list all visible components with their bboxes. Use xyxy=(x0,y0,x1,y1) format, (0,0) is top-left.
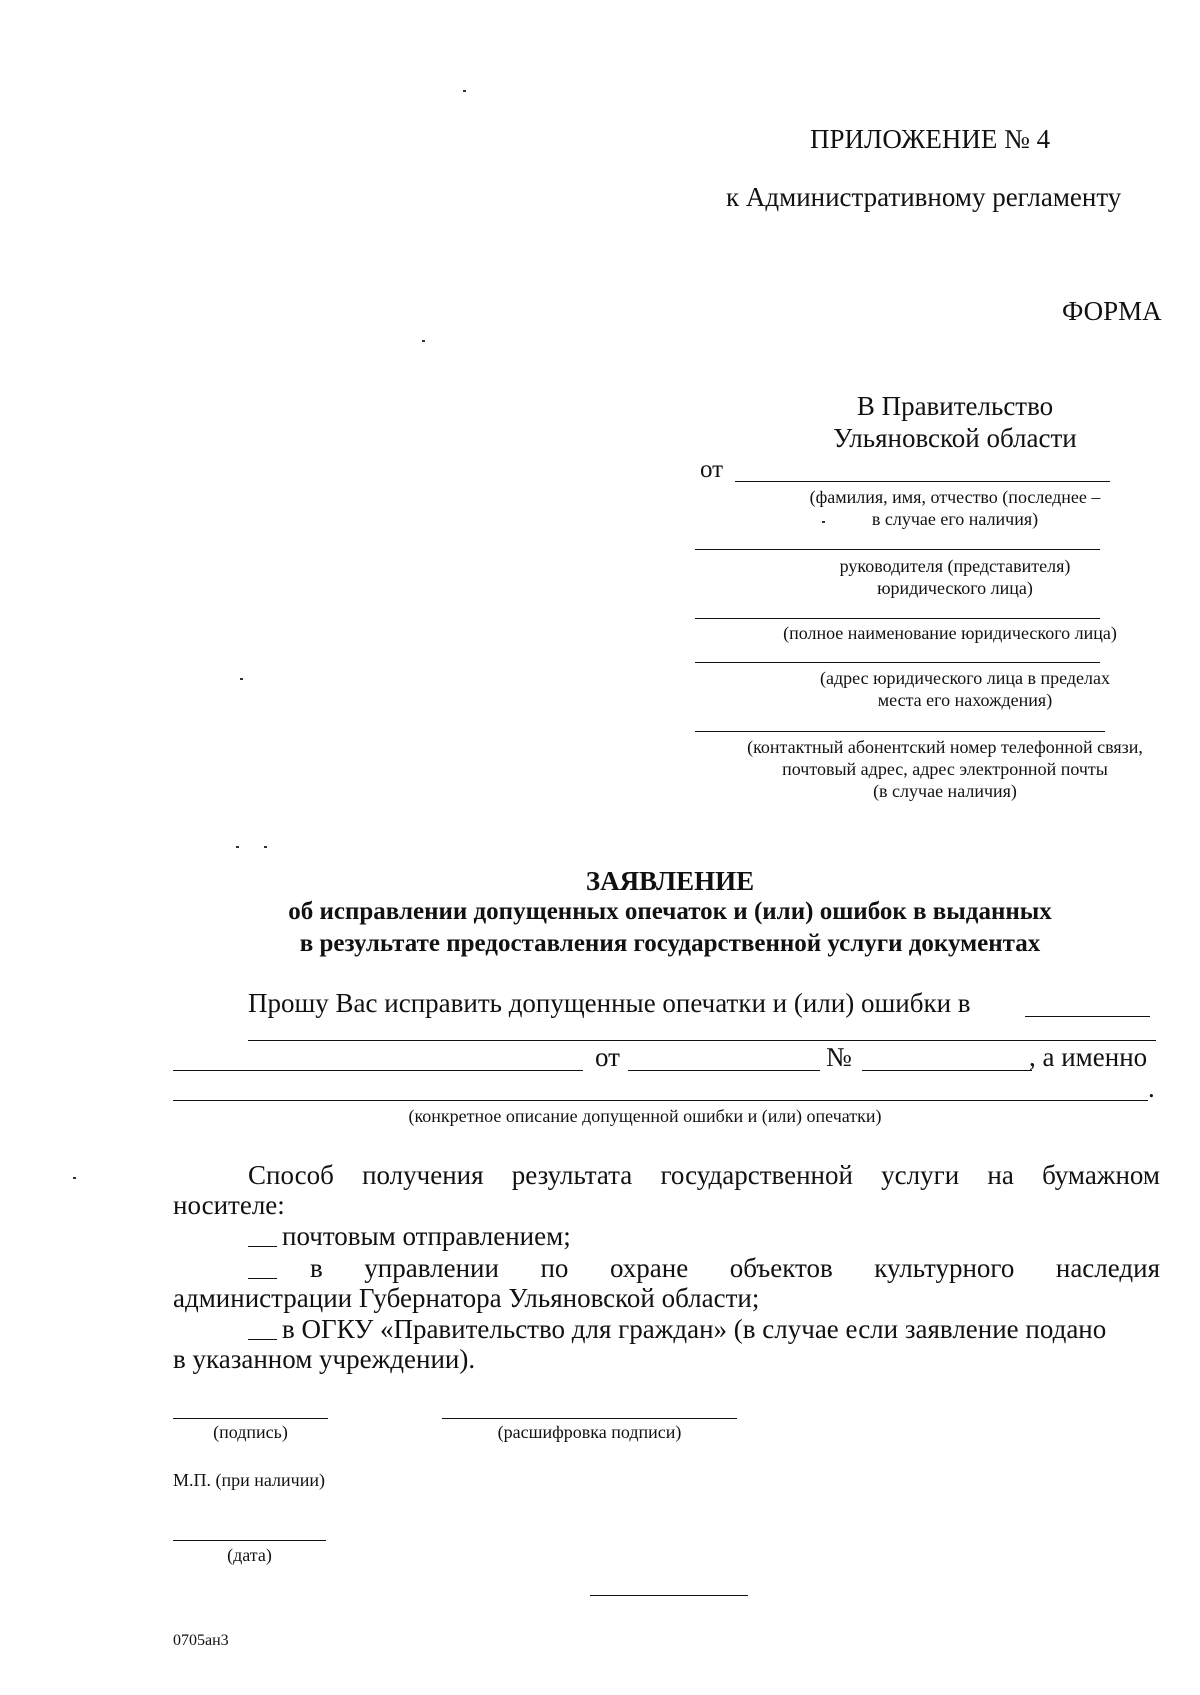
hint-fio-2: в случае его наличия) xyxy=(871,509,1039,529)
hint-contact-2: почтовый адрес, адрес электронной почты xyxy=(782,759,1108,779)
hint-head-1: руководителя (представителя) xyxy=(839,556,1071,576)
date-hint: (дата) xyxy=(227,1545,272,1565)
scan-speck xyxy=(822,521,825,523)
date-blank-line-bottom xyxy=(173,1540,326,1541)
contact-blank-line xyxy=(695,731,1105,732)
hint-head-2: юридического лица) xyxy=(877,578,1033,598)
document-code: 0705ан3 xyxy=(173,1632,229,1649)
hint-description: (конкретное описание допущенной ошибки и (или) опечатки) xyxy=(408,1106,882,1126)
decode-blank-line xyxy=(442,1418,737,1419)
period: . xyxy=(1148,1073,1155,1103)
title-line-1: об исправлении допущенных опечаток и (или) ошибок в выданных xyxy=(288,898,1052,925)
scan-speck xyxy=(236,846,239,848)
scan-speck xyxy=(240,678,243,680)
appendix-number: ПРИЛОЖЕНИЕ № 4 xyxy=(810,124,1051,154)
hint-address-1: (адрес юридического лица в пределах xyxy=(820,668,1110,688)
from-label: от xyxy=(700,456,724,483)
hint-contact-1: (контактный абонентский номер телефонной связи, xyxy=(747,737,1143,757)
hint-address-2: места его нахождения) xyxy=(877,690,1053,710)
doc-name-blank-line-2 xyxy=(248,1040,1156,1041)
scan-speck xyxy=(73,1177,76,1179)
bottom-separator xyxy=(590,1595,748,1596)
scan-speck xyxy=(463,90,466,92)
doc-name-blank-line xyxy=(1025,1016,1150,1017)
method-line-2: носителе: xyxy=(173,1190,285,1220)
ogku-checkbox-line[interactable] xyxy=(248,1339,277,1340)
dept-checkbox-line[interactable] xyxy=(248,1278,277,1279)
date-blank-line xyxy=(628,1070,820,1071)
description-blank-line xyxy=(173,1100,1148,1101)
fullname-blank-line xyxy=(695,618,1100,619)
option-dept-line-1: в управлении по охране объектов культурного наследия xyxy=(310,1253,1160,1283)
method-line-1: Способ получения результата государственной услуги на бумажном xyxy=(248,1160,1160,1190)
option-ogku-line-1: в ОГКУ «Правительство для граждан» (в случае если заявление подано xyxy=(282,1314,1107,1344)
number-sign: № xyxy=(826,1042,852,1072)
addressee-line-2: Ульяновской области xyxy=(833,423,1077,453)
scan-speck xyxy=(264,846,267,848)
addressee-line-1: В Правительство xyxy=(856,391,1054,421)
document-title: ЗАЯВЛЕНИЕ xyxy=(585,866,755,896)
request-text: Прошу Вас исправить допущенные опечатки и (или) ошибки в xyxy=(248,988,971,1018)
option-dept-line-2: администрации Губернатора Ульяновской области; xyxy=(173,1283,760,1313)
option-post: почтовым отправлением; xyxy=(282,1221,571,1251)
option-ogku-line-2: в указанном учреждении). xyxy=(173,1344,476,1374)
signature-blank-line xyxy=(173,1418,328,1419)
regulation-reference: к Административному регламенту xyxy=(726,182,1122,212)
form-label: ФОРМА xyxy=(1062,296,1162,326)
scan-speck xyxy=(422,340,425,342)
hint-contact-3: (в случае наличия) xyxy=(873,781,1017,801)
fio-blank-line xyxy=(735,481,1110,482)
namely-text: , а именно xyxy=(1029,1042,1148,1072)
from-word: от xyxy=(595,1042,620,1072)
head-blank-line xyxy=(695,549,1100,550)
signature-hint: (подпись) xyxy=(213,1422,288,1442)
hint-fullname: (полное наименование юридического лица) xyxy=(783,623,1117,643)
post-checkbox-line[interactable] xyxy=(248,1246,277,1247)
number-blank-line xyxy=(862,1070,1032,1071)
title-line-2: в результате предоставления государственной услуги документах xyxy=(299,930,1041,957)
hint-fio-1: (фамилия, имя, отчество (последнее – xyxy=(809,487,1101,507)
address-blank-line xyxy=(695,662,1100,663)
seal-label: М.П. (при наличии) xyxy=(173,1470,325,1490)
doc-blank-line xyxy=(173,1070,583,1071)
decode-hint: (расшифровка подписи) xyxy=(497,1422,682,1442)
